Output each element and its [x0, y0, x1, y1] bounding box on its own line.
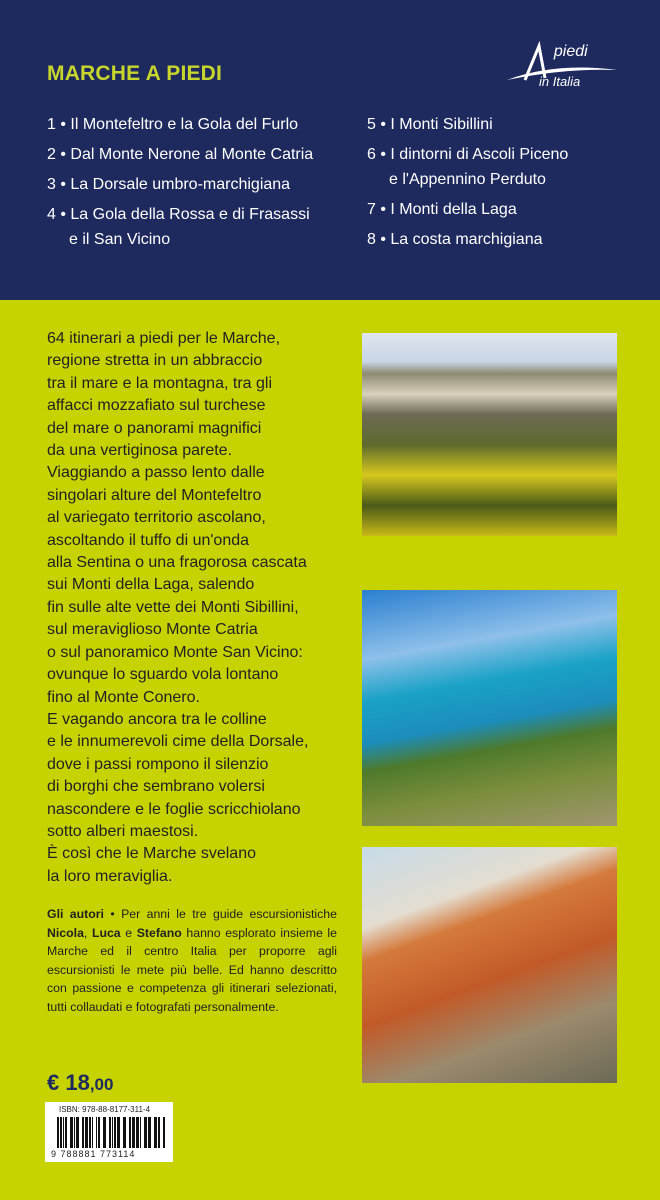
description-line: 64 itinerari a piedi per le Marche,: [47, 330, 281, 347]
barcode-bar: [63, 1117, 64, 1148]
toc-label: La costa marchigiana: [390, 231, 543, 248]
description-line: o sul panoramico Monte San Vicino:: [47, 643, 303, 661]
barcode-bar: [76, 1117, 79, 1148]
description-line: E vagando ancora tra le colline: [47, 710, 267, 728]
ean-text: 9 788881 773114: [51, 1149, 136, 1159]
description-line: ovunque lo sguardo vola lontano: [47, 666, 279, 684]
description-text: [47, 328, 357, 888]
barcode-bar: [96, 1117, 97, 1148]
authors-text: [47, 905, 337, 1017]
book-title: MARCHE A PIEDI: [47, 62, 223, 85]
authors-part: • Per anni le tre guide escursionistiche: [103, 907, 337, 921]
description-line: sul meraviglioso Monte Catria: [47, 621, 258, 639]
photo-mountain-ridge: [362, 847, 617, 1083]
photo-hills-broom: [362, 333, 617, 536]
description-line: regione stretta in un abbraccio: [47, 352, 263, 370]
barcode-bar: [129, 1117, 131, 1148]
toc-label: Il Montefeltro e la Gola del Furlo: [70, 116, 299, 133]
photo-coast-path: [362, 590, 617, 826]
barcode-bar: [85, 1117, 88, 1148]
barcode-bar: [163, 1117, 165, 1148]
description-line: da una vertiginosa parete.: [47, 442, 233, 460]
barcode-bar: [117, 1117, 120, 1148]
barcode-bar: [70, 1117, 73, 1148]
logo-text: piedi: [545, 43, 588, 60]
barcode-bar: [132, 1117, 135, 1148]
toc-num: 5 •: [367, 116, 386, 133]
barcode-bar: [103, 1117, 106, 1148]
barcode-bar: [60, 1117, 62, 1148]
description-line: alla Sentina o una fragorosa cascata: [47, 554, 307, 572]
isbn-text: ISBN: 978-88-8177-311-4: [59, 1105, 151, 1114]
description-line: sotto alberi maestosi.: [47, 822, 199, 840]
toc-item: [367, 112, 647, 137]
barcode-bars: [57, 1117, 167, 1148]
barcode-bar: [148, 1117, 151, 1148]
barcode-bar: [65, 1117, 67, 1148]
barcode-bar: [57, 1117, 59, 1148]
toc-item: [47, 172, 352, 197]
authors-part: e: [120, 925, 137, 940]
barcode-bar: [112, 1117, 113, 1148]
toc-label-cont: e l'Appennino Perduto: [389, 171, 546, 188]
toc-item: [367, 227, 647, 252]
description-line: e le innumerevoli cime della Dorsale,: [47, 733, 309, 751]
author-name: Stefano: [136, 925, 182, 940]
toc-num: 4 •: [47, 206, 66, 223]
barcode-bar: [158, 1117, 160, 1148]
barcode: [45, 1102, 173, 1162]
price-cents: ,00: [89, 1075, 114, 1094]
barcode-bar: [74, 1117, 75, 1148]
logo-subtext: in Italia: [539, 74, 581, 89]
barcode-bar: [154, 1117, 157, 1148]
toc-item: [47, 112, 352, 137]
toc-item: [47, 202, 352, 252]
barcode-bar: [92, 1117, 93, 1148]
toc-num: 8 •: [367, 231, 386, 248]
toc-label: La Gola della Rossa e di Frasassi: [70, 206, 310, 223]
toc-label: I dintorni di Ascoli Piceno: [390, 146, 569, 163]
toc-item: [367, 142, 647, 192]
description-line: È così che le Marche svelano: [47, 845, 256, 863]
toc-num: 1 •: [47, 116, 66, 133]
toc-item: [47, 142, 352, 167]
author-name: Nicola: [47, 925, 84, 940]
toc-item: [367, 197, 647, 222]
barcode-bar: [89, 1117, 91, 1148]
description-line: ascoltando il tuffo di un'onda: [47, 531, 250, 549]
description-line: fino al Monte Conero.: [47, 688, 200, 706]
barcode-bar: [123, 1117, 126, 1148]
toc-left: [47, 112, 352, 257]
description-line: dove i passi rompono il silenzio: [47, 755, 269, 773]
description-line: del mare o panorami magnifici: [47, 419, 262, 437]
price-main: € 18: [47, 1070, 90, 1095]
authors-part: ,: [83, 925, 92, 940]
description-line: tra il mare e la montagna, tra gli: [47, 374, 272, 392]
description-line: Viaggiando a passo lento dalle: [47, 464, 265, 482]
toc-num: 2 •: [47, 146, 66, 163]
description-line: fin sulle alte vette dei Monti Sibillini,: [47, 598, 299, 616]
price: [47, 1070, 113, 1096]
description-line: la loro meraviglia.: [47, 867, 173, 885]
toc-label: I Monti Sibillini: [390, 116, 493, 133]
toc-label: I Monti della Laga: [390, 201, 517, 218]
description-line: sui Monti della Laga, salendo: [47, 576, 255, 594]
toc-num: 7 •: [367, 201, 386, 218]
toc-num: 3 •: [47, 176, 66, 193]
authors-heading: Gli autori: [47, 907, 104, 921]
toc-label-cont: e il San Vicino: [69, 231, 171, 248]
toc-label: La Dorsale umbro-marchigiana: [70, 176, 291, 193]
description-line: di borghi che sembrano volersi: [47, 778, 265, 796]
description-line: al variegato territorio ascolano,: [47, 509, 266, 527]
barcode-bar: [140, 1117, 141, 1148]
authors-part: hanno esplorato insieme le Marche ed il centro Italia per proporre agli escursionisti le mete più belle. Ed hanno descritto con passione e competenza gli itinerari selezionati, tutti collaudati e fotografati personalmente.: [47, 925, 337, 1014]
toc-label: Dal Monte Nerone al Monte Catria: [70, 146, 314, 163]
author-name: Luca: [91, 925, 121, 940]
description-line: singolari alture del Montefeltro: [47, 486, 262, 504]
barcode-bar: [82, 1117, 84, 1148]
barcode-bar: [109, 1117, 111, 1148]
barcode-bar: [98, 1117, 100, 1148]
publisher-logo: [505, 40, 625, 100]
toc-num: 6 •: [367, 146, 386, 163]
description-line: affacci mozzafiato sul turchese: [47, 397, 266, 415]
description-line: nascondere e le foglie scricchiolano: [47, 800, 301, 818]
barcode-bar: [114, 1117, 116, 1148]
barcode-bar: [144, 1117, 147, 1148]
barcode-bar: [136, 1117, 139, 1148]
header-band: [0, 0, 660, 300]
toc-right: [367, 112, 647, 257]
